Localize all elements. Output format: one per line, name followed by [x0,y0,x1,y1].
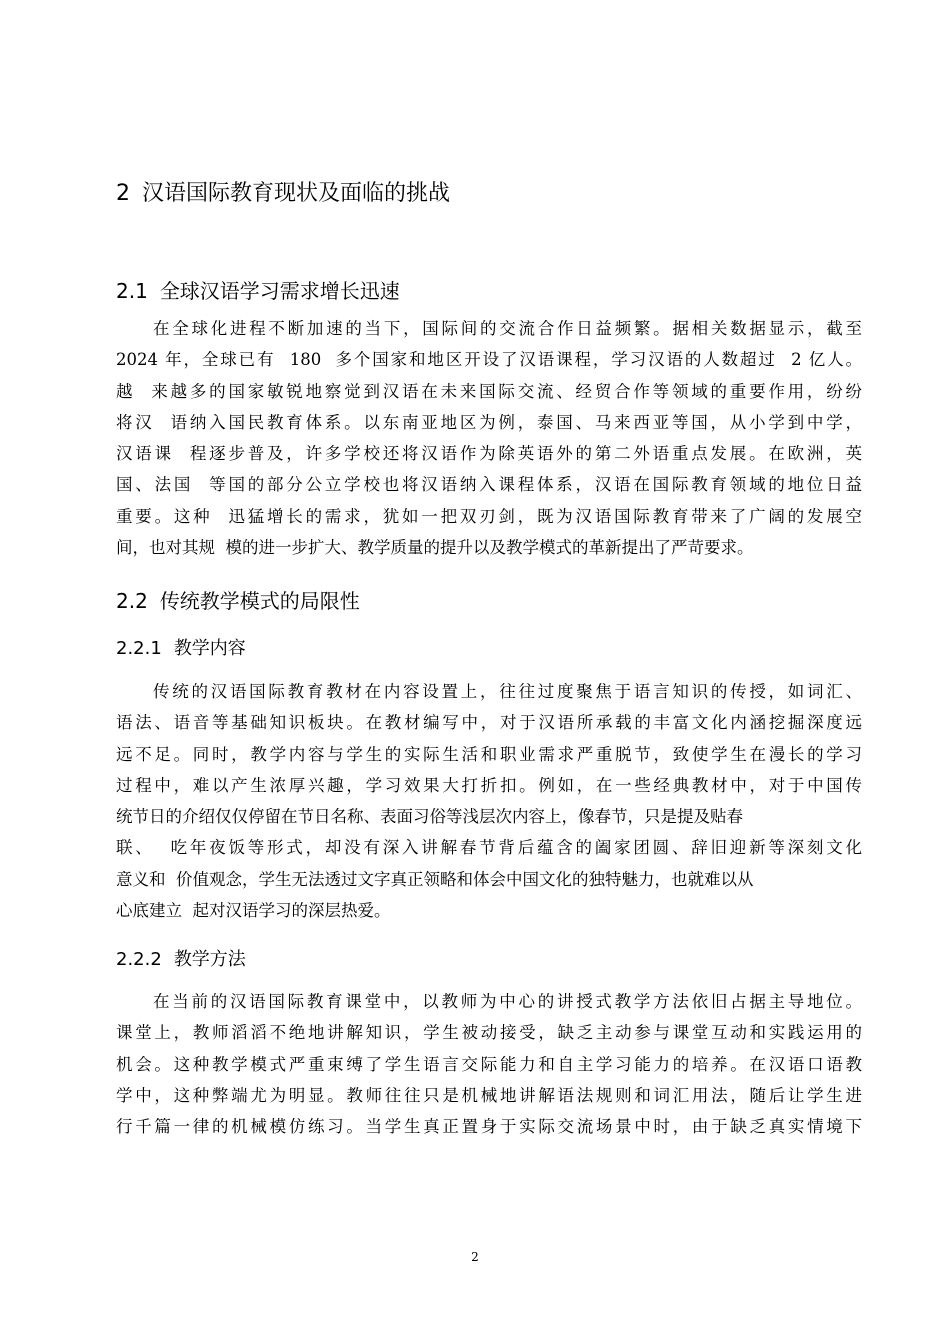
subsection-heading-2-2-2 [116,945,246,971]
section-number: 2.2 [116,589,148,613]
text-line: 意义和 价值观念，学生无法透过文字真正领略和体会中国文化的独特魅力，也就难以从 [116,869,754,889]
subsection-number: 2.2.1 [116,638,162,659]
text-line: 语法、语音等基础知识板块。在教材编写中，对于汉语所承载的丰富文化内涵挖掘深度远 [116,713,862,733]
section-number: 2.1 [116,279,148,303]
chapter-heading [116,176,450,207]
text-line: 行千篇一律的机械模仿练习。当学生真正置身于实际交流场景中时，由于缺乏真实情境下 [116,1117,862,1137]
text-line: 越 来越多的国家敏锐地察觉到汉语在未来国际交流、经贸合作等领域的重要作用，纷纷 [116,381,862,401]
text-line: 将汉 语纳入国民教育体系。以东南亚地区为例，泰国、马来西亚等国，从小学到中学， [116,412,862,432]
text-line: 心底建立 起对汉语学习的深层热爱。 [116,901,391,921]
text-line: 统节日的介绍仅仅停留在节日名称、表面习俗等浅层次内容上，像春节，只是提及贴春 [116,807,743,827]
section-title: 全球汉语学习需求增长迅速 [159,279,400,303]
text-line: 远不足。同时，教学内容与学生的实际生活和职业需求严重脱节，致使学生在漫长的学习 [116,744,862,764]
subsection-title: 教学内容 [173,638,246,659]
subsection-number: 2.2.2 [116,949,162,970]
text-line: 汉语课 程逐步普及，许多学校还将汉语作为除英语外的第二外语重点发展。在欧洲，英 [116,444,862,464]
section-title: 传统教学模式的局限性 [159,589,360,613]
text-line: 机会。这种教学模式严重束缚了学生语言交际能力和自主学习能力的培养。在汉语口语教 [116,1054,862,1074]
section-heading-2-1 [116,275,400,304]
paragraph-2-2-2 [116,986,862,1142]
subsection-heading-2-2-1 [116,634,246,660]
subsection-title: 教学方法 [173,949,246,970]
paragraph-2-1 [116,313,862,563]
text-line: 课堂上，教师滔滔不绝地讲解知识，学生被动接受，缺乏主动参与课堂互动和实践运用的 [116,1023,862,1043]
chapter-number: 2 [116,181,130,206]
text-line: 2024 年，全球已有 180 多个国家和地区开设了汉语课程，学习汉语的人数超过 2 亿人。 [116,350,862,370]
text-line: 间，也对其规 模的进一步扩大、教学质量的提升以及教学模式的革新提出了严苛要求。 [116,538,754,558]
text-line: 国、法国 等国的部分公立学校也将汉语纳入课程体系，汉语在国际教育领域的地位日益 [116,475,862,495]
text-line: 传统的汉语国际教育教材在内容设置上，往往过度聚焦于语言知识的传授，如词汇、 [153,682,862,701]
paragraph-2-2-1 [116,676,862,926]
text-line: 学中，这种弊端尤为明显。教师往往只是机械地讲解语法规则和词汇用法，随后让学生进 [116,1085,862,1105]
text-line: 重要。这种 迅猛增长的需求，犹如一把双刃剑，既为汉语国际教育带来了广阔的发展空 [116,506,862,526]
chapter-title: 汉语国际教育现状及面临的挑战 [142,181,451,206]
text-line: 在全球化进程不断加速的当下，国际间的交流合作日益频繁。据相关数据显示，截至 [153,319,862,338]
page-number: 2 [471,1250,479,1264]
text-line: 过程中，难以产生浓厚兴趣，学习效果大打折扣。例如，在一些经典教材中，对于中国传 [116,775,862,795]
text-line: 在当前的汉语国际教育课堂中，以教师为中心的讲授式教学方法依旧占据主导地位。 [153,992,862,1011]
text-line: 联、 吃年夜饭等形式，却没有深入讲解春节背后蕴含的阖家团圆、辞旧迎新等深刻文化 [116,838,862,858]
section-heading-2-2 [116,585,360,614]
